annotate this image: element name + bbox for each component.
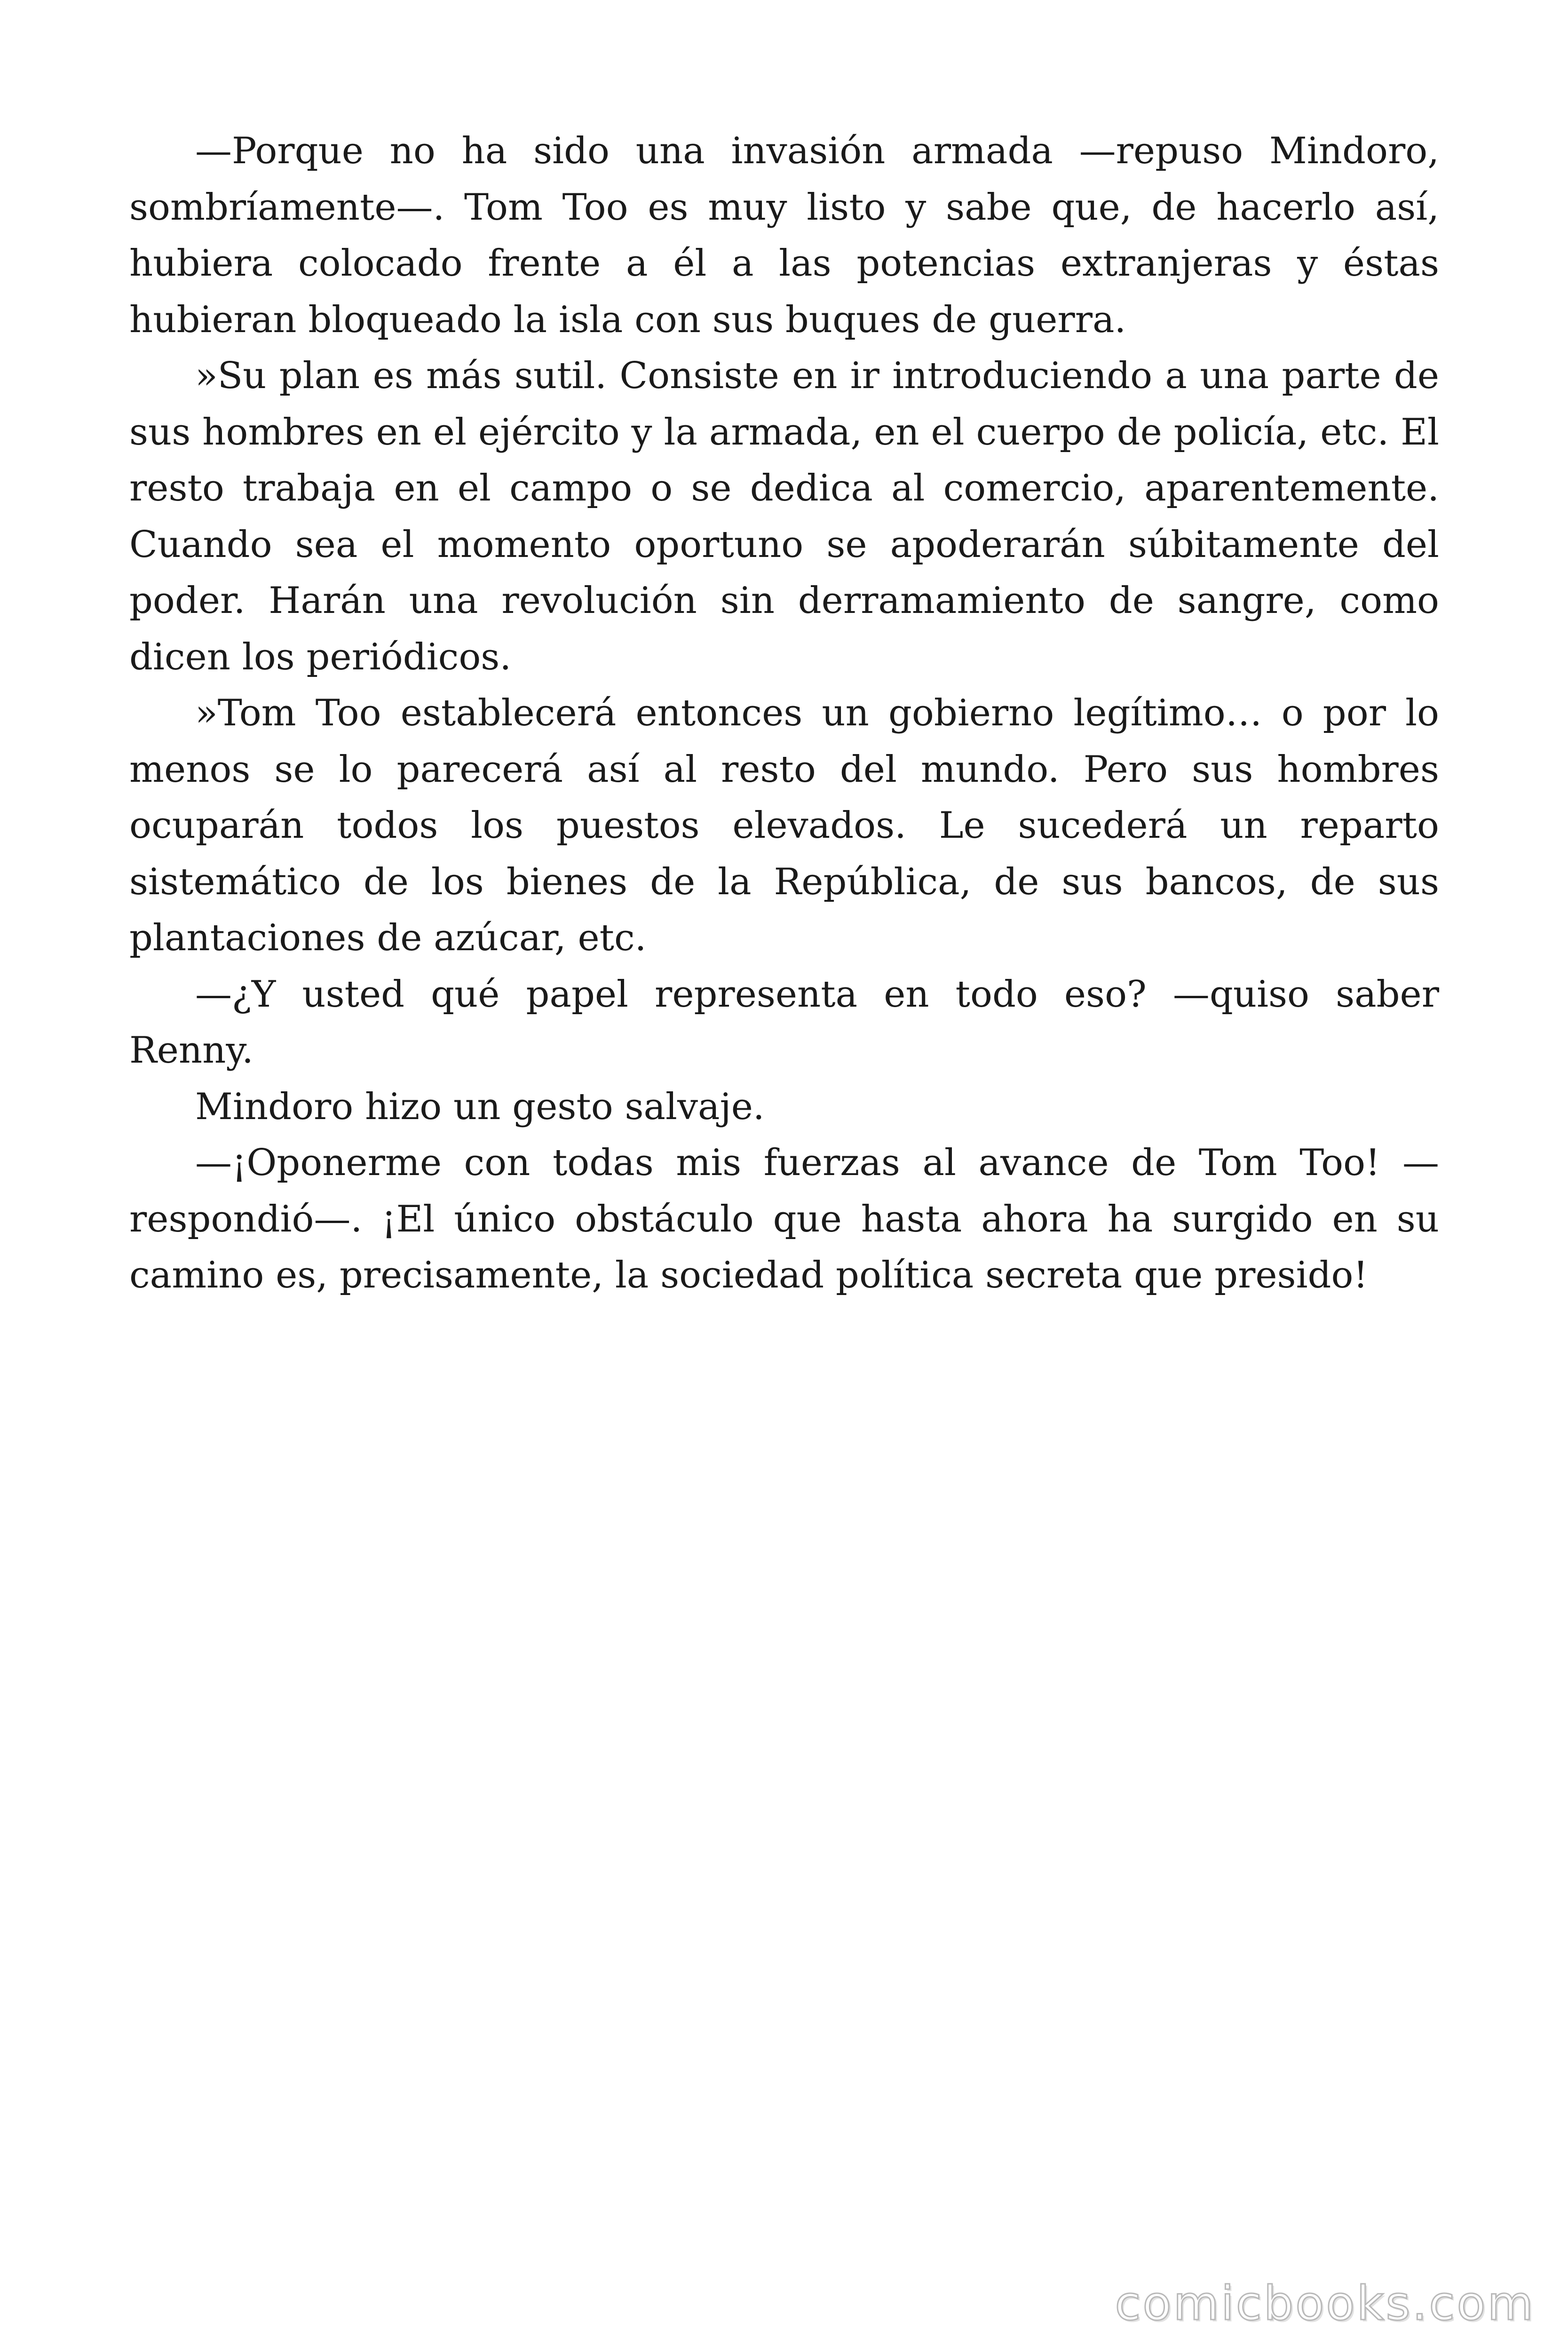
paragraph: »Su plan es más sutil. Consiste en ir introduciendo a una parte de sus hombres en el ejército y la armada, en el cuerpo de policía, etc. El resto trabaja en el campo o se dedica al comercio, aparentemente. Cuando sea el momento oportuno se apoderarán súbitamente del poder. Harán una revolución sin derramamiento de sangre, como dicen los periódicos. xyxy=(129,355,1439,678)
paragraph: —¿Y usted qué papel representa en todo eso? —quiso saber Renny. xyxy=(129,973,1439,1072)
paragraph: »Tom Too establecerá entonces un gobierno legítimo… o por lo menos se lo parecerá así al resto del mundo. Pero sus hombres ocuparán todos los puestos elevados. Le sucederá un reparto sistemático de los bienes de la República, de sus bancos, de sus plantaciones de azúcar, etc. xyxy=(129,692,1439,959)
watermark-logo: comicbooks.com xyxy=(1115,2276,1535,2331)
paragraph: Mindoro hizo un gesto salvaje. xyxy=(195,1085,765,1128)
paragraph: —Porque no ha sido una invasión armada —repuso Mindoro, sombríamente—. Tom Too es muy listo y sabe que, de hacerlo así, hubiera colocado frente a él a las potencias extranjeras y éstas hubieran bloqueado la isla con sus buques de guerra. xyxy=(129,130,1439,341)
paragraph: —¡Oponerme con todas mis fuerzas al avance de Tom Too! —respondió—. ¡El único obstáculo que hasta ahora ha surgido en su camino es, precisamente, la sociedad política secreta que presido! xyxy=(129,1142,1439,1296)
body-text xyxy=(129,123,1439,1304)
